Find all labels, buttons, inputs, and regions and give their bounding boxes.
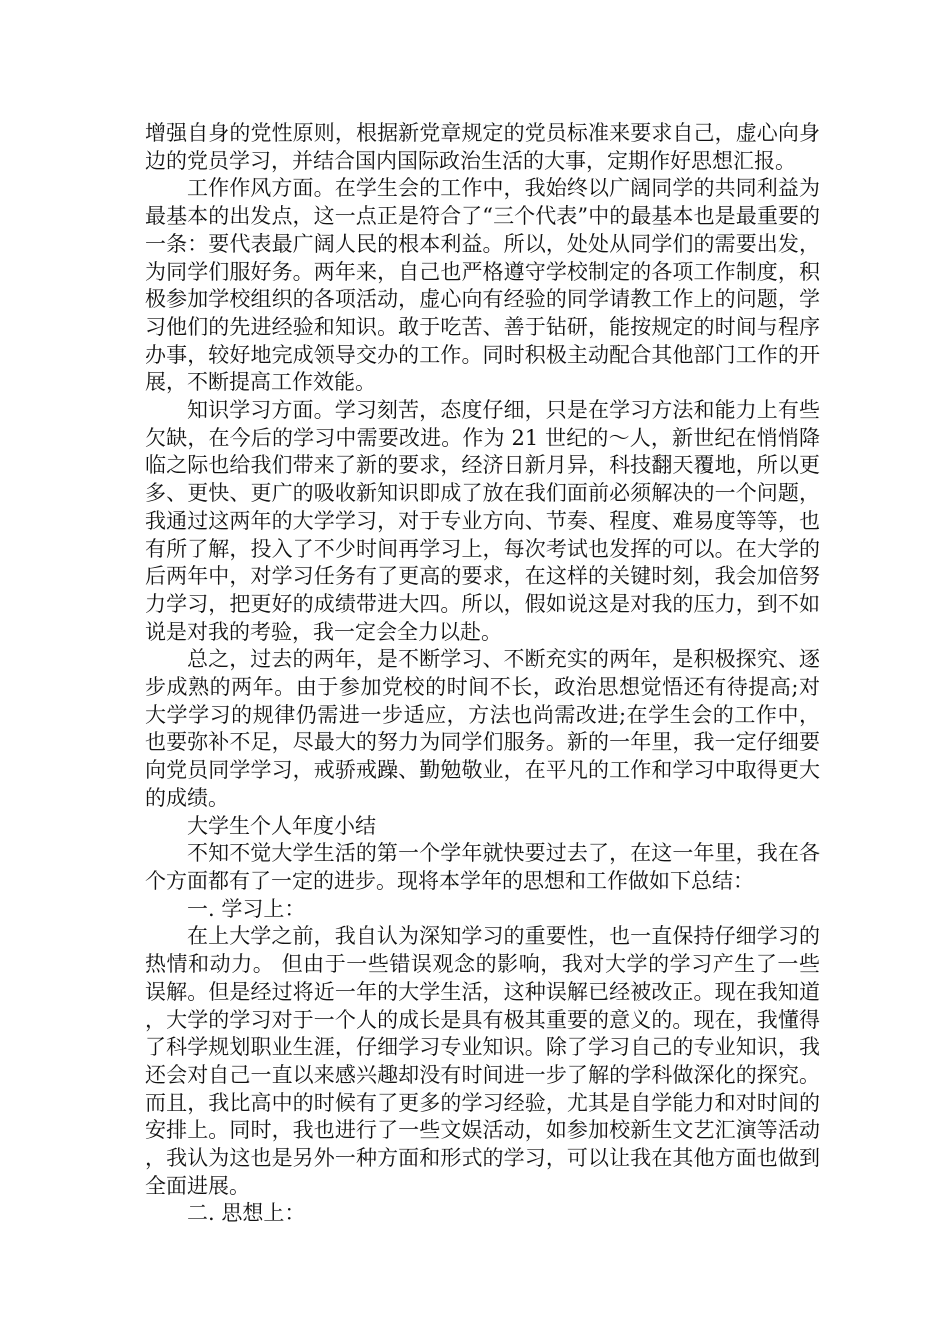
paragraph-party-principles: 增强自身的党性原则，根据新党章规定的党员标准来要求自己，虚心向身边的党员学习，并结合国内国际政治生活的大事，定期作好思想汇报。 bbox=[145, 121, 820, 173]
paragraph-knowledge-learning: 知识学习方面。学习刻苦，态度仔细，只是在学习方法和能力上有些欠缺，在今后的学习中需要改进。作为 21 世纪的～人，新世纪在悄悄降临之际也给我们带来了新的要求，经济日新月异，科技翻天覆地，所以更多、更快、更广的吸收新知识即成了放在我们面前必须解决的一个问题，我通过这两年的大学学习，对于专业方向、节奏、程度、难易度等等，也有所了解，投入了不少时间再学习上，每次考试也发挥的可以。在大学的后两年中，对学习任务有了更高的要求，在这样的关键时刻，我会加倍努力学习，把更好的成绩带进大四。所以，假如说这是对我的压力，到不如说是对我的考验，我一定会全力以赴。 bbox=[145, 398, 820, 644]
paragraph-study-details: 在上大学之前，我自认为深知学习的重要性，也一直保持仔细学习的热情和动力。 但由于一些错误观念的影响，我对大学的学习产生了一些误解。但是经过将近一年的大学生活，这种误解已经被改正。现在我知道，大学的学习对于一个人的成长是具有极其重要的意义的。现在，我懂得了科学规划职业生涯，仔细学习专业知识。除了学习自己的专业知识，我还会对自己一直以来感兴趣却没有时间进一步了解的学科做深化的探究。而且，我比高中的时候有了更多的学习经验，尤其是自学能力和对时间的安排上。同时，我也进行了一些文娱活动，如参加校新生文艺汇演等活动，我认为这也是另外一种方面和形式的学习，可以让我在其他方面也做到全面进展。 bbox=[145, 924, 820, 1198]
document-page bbox=[145, 120, 820, 1228]
paragraph-conclusion: 总之，过去的两年，是不断学习、不断充实的两年，是积极探究、逐步成熟的两年。由于参加党校的时间不长，政治思想觉悟还有待提高;对大学学习的规律仍需进一步适应，方法也尚需改进;在学生会的工作中，也要弥补不足，尽最大的努力为同学们服务。新的一年里，我一定仔细要向党员同学学习，戒骄戒躁、勤勉敬业，在平凡的工作和学习中取得更大的成绩。 bbox=[145, 647, 820, 810]
subheading-thought: 二. 思想上： bbox=[187, 1201, 306, 1226]
paragraph-work-style: 工作作风方面。在学生会的工作中，我始终以广阔同学的共同利益为最基本的出发点，这一点正是符合了“三个代表”中的最基本也是最重要的一条：要代表最广阔人民的根本利益。所以，处处从同学们的需要出发，为同学们服好务。两年来，自己也严格遵守学校制定的各项工作制度，积极参加学校组织的各项活动，虚心向有经验的同学请教工作上的问题，学习他们的先进经验和知识。敢于吃苦、善于钻研，能按规定的时间与程序办事，较好地完成领导交办的工作。同时积极主动配合其他部门工作的开展，不断提高工作效能。 bbox=[145, 176, 820, 395]
section-title-annual-summary: 大学生个人年度小结 bbox=[187, 813, 376, 838]
subheading-study: 一. 学习上： bbox=[187, 896, 306, 921]
paragraph-summary-intro: 不知不觉大学生活的第一个学年就快要过去了，在这一年里，我在各个方面都有了一定的进步。现将本学年的思想和工作做如下总结： bbox=[145, 841, 820, 893]
